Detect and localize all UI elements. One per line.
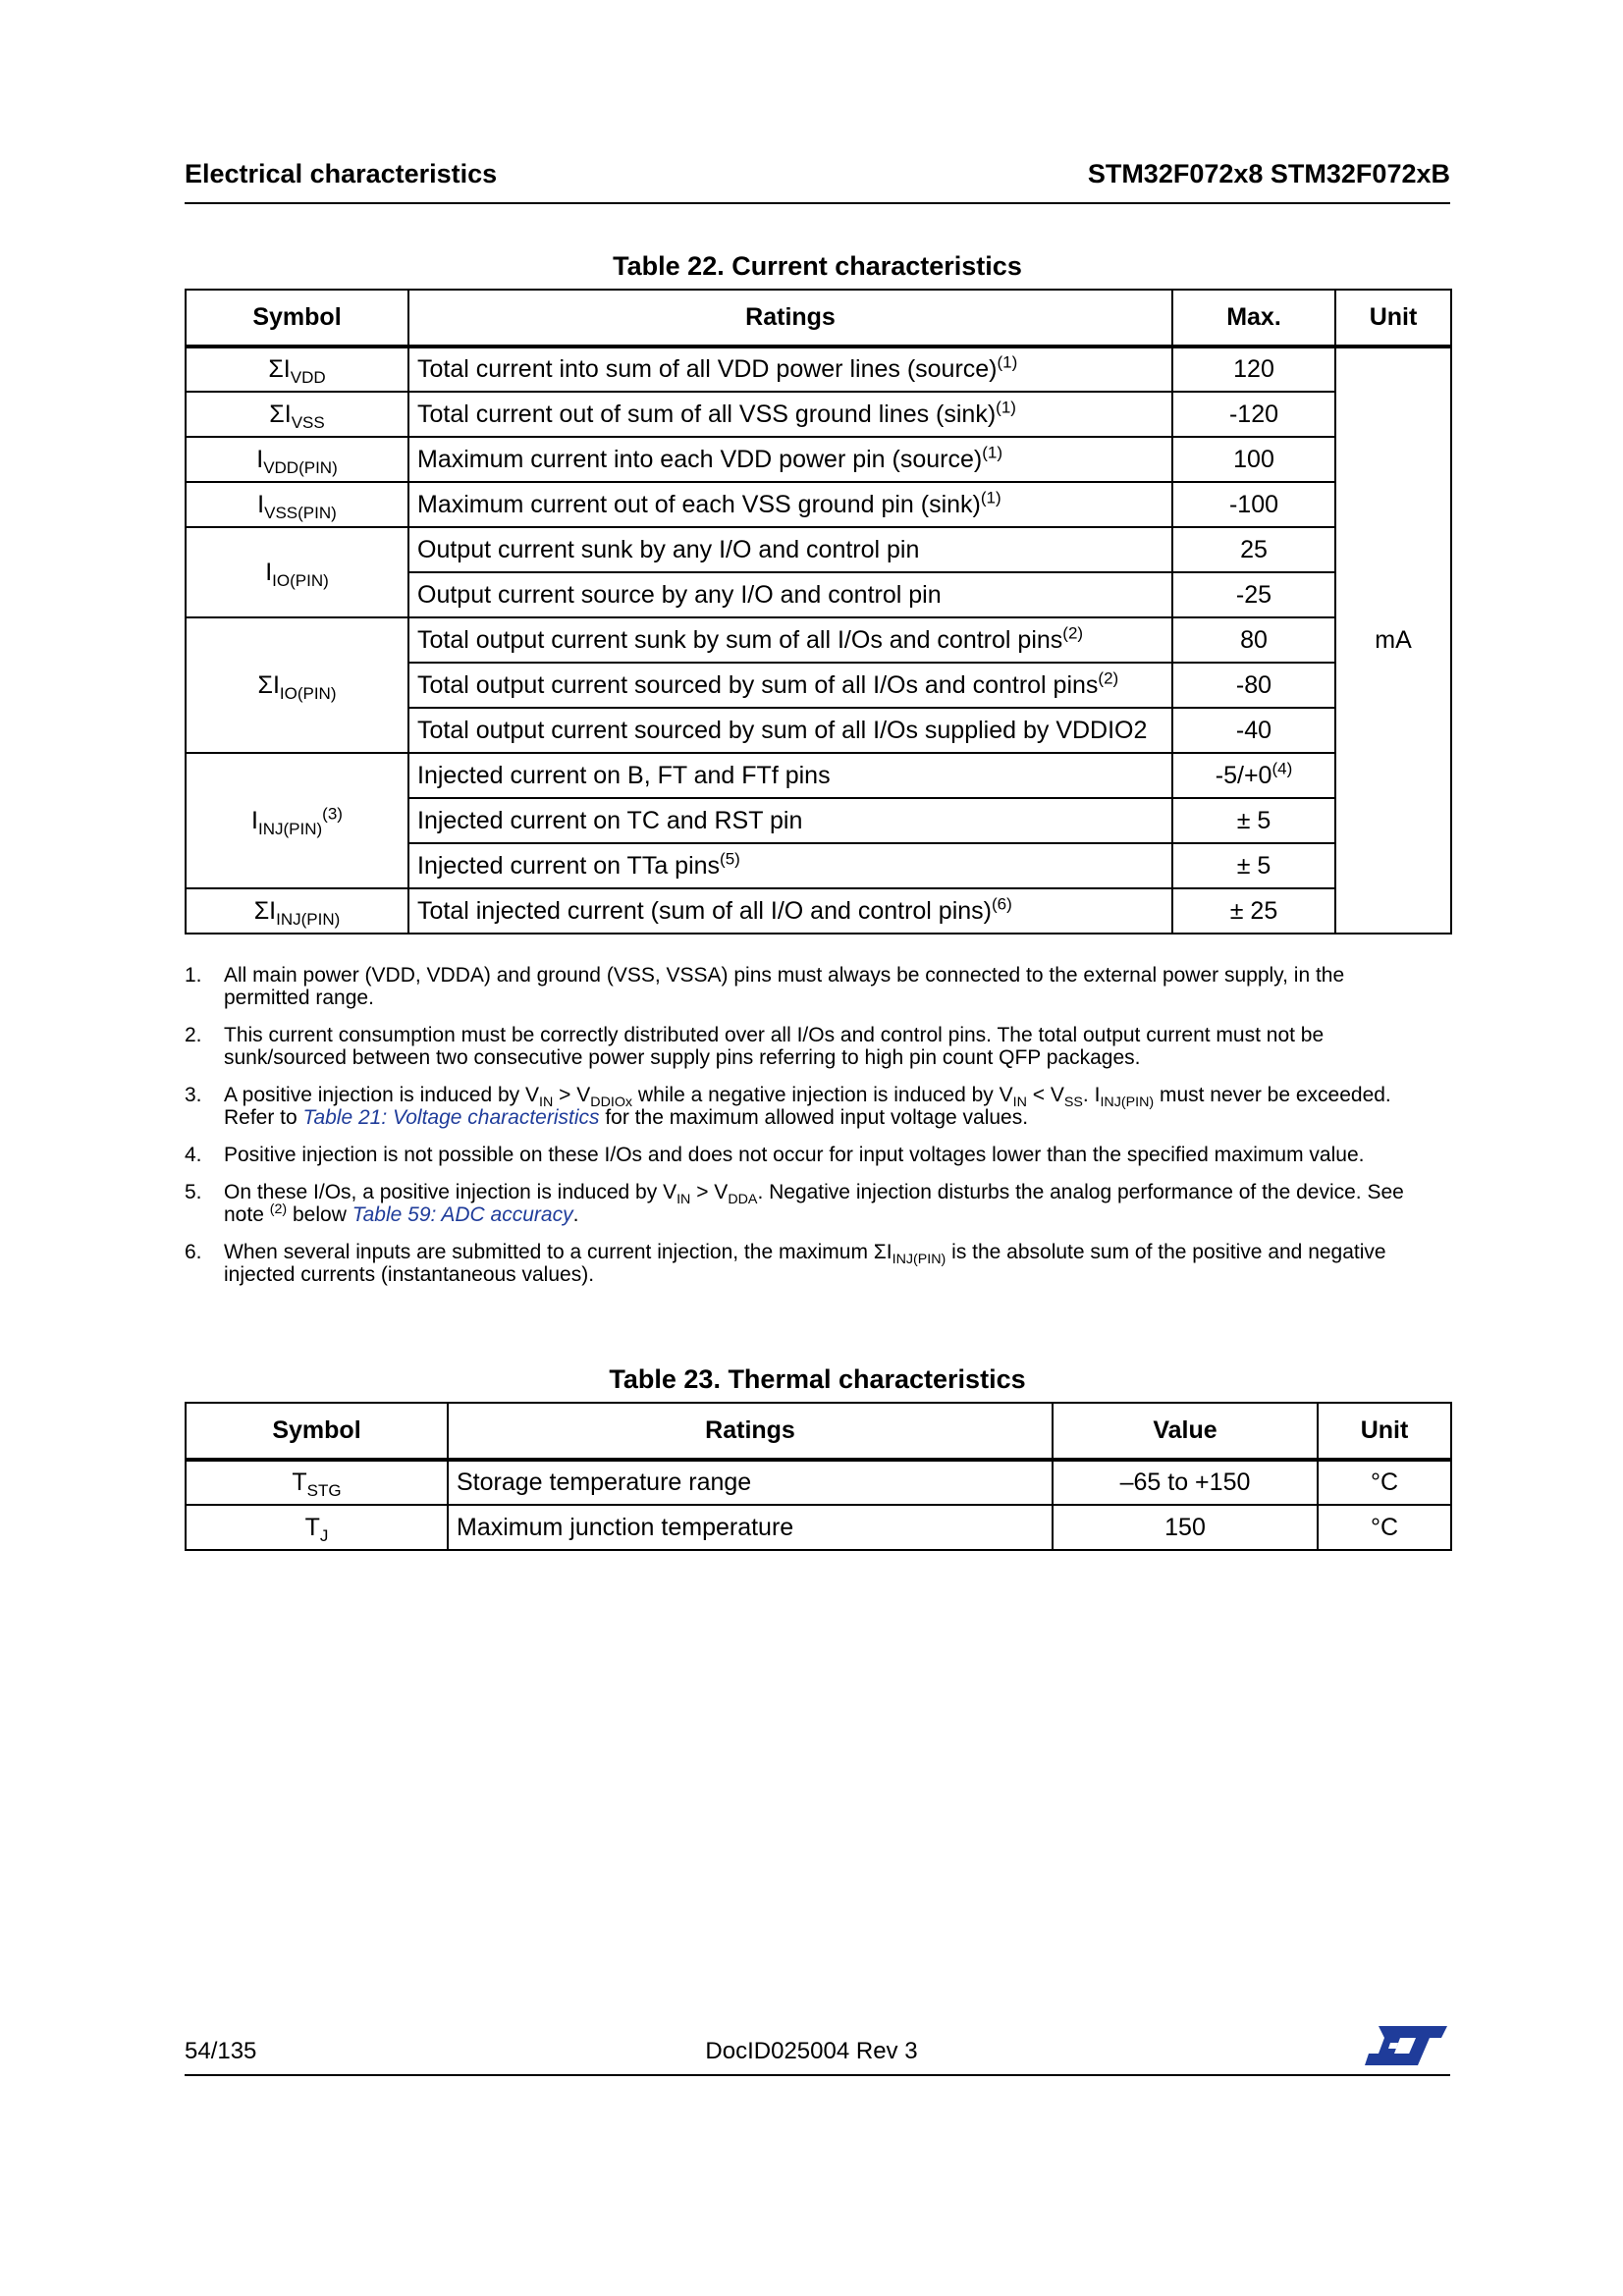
table-row: [186, 1460, 1451, 1505]
rating-cell: Total output current sourced by sum of all I/Os supplied by VDDIO2: [408, 708, 1172, 753]
table22-header-row: [186, 290, 1451, 347]
rating-cell: Maximum junction temperature: [448, 1505, 1053, 1550]
table-row: [186, 527, 1451, 572]
header-rule: [185, 202, 1450, 204]
max-cell: -100: [1172, 482, 1335, 527]
table23-caption: Table 23. Thermal characteristics: [609, 1364, 1026, 1394]
rating-cell: Total output current sourced by sum of all I/Os and control pins$^{(2)}$: [408, 663, 1172, 708]
footnote: 5. On these I/Os, a positive injection is induced by $V_{IN} > V_{DDA}$. Negative injection disturbs the analog performance of the device. See note $^{(2)}$ below Table 59: ADC accuracy.: [185, 1181, 1404, 1226]
max-cell: ± 5: [1172, 798, 1335, 843]
table-row: [186, 1505, 1451, 1550]
col-header-value: Value: [1053, 1403, 1318, 1460]
rating-cell: Maximum current into each VDD power pin (source)$^{(1)}$: [408, 437, 1172, 482]
rating-cell: Total injected current (sum of all I/O and control pins)$^{(6)}$: [408, 888, 1172, 934]
max-cell: 80: [1172, 617, 1335, 663]
max-cell: $-5/+0^{(4)}$: [1172, 753, 1335, 798]
table-row: [186, 482, 1451, 527]
unit-cell: mA: [1335, 347, 1451, 934]
max-cell: ± 25: [1172, 888, 1335, 934]
table-row: [186, 437, 1451, 482]
symbol-cell: $I_{VSS(PIN)}$: [186, 482, 408, 527]
max-cell: ± 5: [1172, 843, 1335, 888]
symbol-cell: $\Sigma I_{VDD}$: [186, 347, 408, 392]
footnote: 1. All main power (VDD, VDDA) and ground (VSS, VSSA) pins must always be connected to the external power supply, in the permitted range.: [185, 964, 1345, 1009]
rating-cell: Injected current on TC and RST pin: [408, 798, 1172, 843]
footnote: 6. When several inputs are submitted to a current injection, the maximum $\Sigma I_{INJ(PIN)}$ is the absolute sum of the positive and negative injected currents (instantaneous values).: [185, 1241, 1386, 1286]
table-row: [186, 753, 1451, 798]
table22-notes: [185, 964, 1422, 1301]
col-header-unit: Unit: [1318, 1403, 1451, 1460]
table22-caption: Table 22. Current characteristics: [613, 251, 1022, 281]
rating-cell: Total output current sunk by sum of all I/Os and control pins$^{(2)}$: [408, 617, 1172, 663]
col-header-unit: Unit: [1335, 290, 1451, 347]
footnote: 2. This current consumption must be correctly distributed over all I/Os and control pins. The total output current must not be sunk/sourced between two consecutive power supply pins referring to high pin count QFP packages.: [185, 1024, 1325, 1069]
symbol-cell: $\Sigma I_{VSS}$: [186, 392, 408, 437]
rating-cell: Injected current on B, FT and FTf pins: [408, 753, 1172, 798]
table-row: [186, 392, 1451, 437]
st-logo-icon: [1365, 2024, 1447, 2067]
symbol-cell: $T_{STG}$: [186, 1460, 448, 1505]
rating-cell: Injected current on TTa pins$^{(5)}$: [408, 843, 1172, 888]
rating-cell: Maximum current out of each VSS ground pin $(\sin k)^{(1)}$: [408, 482, 1172, 527]
table23-header-row: [186, 1403, 1451, 1460]
footnote: 3. A positive injection is induced by $V_{IN} > V_{DDIOx}$ while a negative injection is induced by $V_{IN} < V_{SS}$. $I_{INJ(PIN)}$ must never be exceeded. Refer to Table 21: Voltage characteristics for the maximum allowed input voltage values.: [185, 1084, 1391, 1129]
symbol-cell: $I_{VDD(PIN)}$: [186, 437, 408, 482]
thermal-characteristics-table: [185, 1402, 1452, 1551]
unit-cell: °C: [1318, 1505, 1451, 1550]
col-header-ratings: Ratings: [408, 290, 1172, 347]
unit-cell: °C: [1318, 1460, 1451, 1505]
page-number: 54/135: [185, 2038, 257, 2064]
symbol-cell: $\Sigma I_{IO(PIN)}$: [186, 617, 408, 753]
table-row: [186, 347, 1451, 392]
value-cell: –65 to +150: [1053, 1460, 1318, 1505]
max-cell: -40: [1172, 708, 1335, 753]
rating-cell: Total current out of sum of all VSS ground lines $(\sin k)^{(1)}$: [408, 392, 1172, 437]
table59-link[interactable]: Table 59: ADC accuracy: [352, 1203, 573, 1226]
table21-link[interactable]: Table 21: Voltage characteristics: [302, 1106, 600, 1129]
rating-cell: Output current sunk by any I/O and control pin: [408, 527, 1172, 572]
footer-rule: [185, 2074, 1450, 2076]
max-cell: 25: [1172, 527, 1335, 572]
current-characteristics-table: [185, 289, 1452, 934]
rating-cell: Storage temperature range: [448, 1460, 1053, 1505]
max-cell: 100: [1172, 437, 1335, 482]
symbol-cell: $T_J$: [186, 1505, 448, 1550]
col-header-symbol: Symbol: [186, 290, 408, 347]
rating-cell: Total current into sum of all VDD power lines (source)$^{(1)}$: [408, 347, 1172, 392]
col-header-symbol: Symbol: [186, 1403, 448, 1460]
symbol-cell: $\Sigma I_{INJ(PIN)}$: [186, 888, 408, 934]
header-section-title: Electrical characteristics: [185, 159, 498, 188]
symbol-cell: $I_{INJ(PIN)}^{(3)}$: [186, 753, 408, 888]
header-part-numbers: STM32F072x8 STM32F072xB: [1087, 159, 1450, 188]
footnote: 4. Positive injection is not possible on these I/Os and does not occur for input voltages lower than the specified maximum value.: [185, 1144, 1365, 1166]
symbol-cell: $I_{IO(PIN)}$: [186, 527, 408, 617]
col-header-max: Max.: [1172, 290, 1335, 347]
document-id: DocID025004 Rev 3: [705, 2038, 918, 2064]
rating-cell: Output current source by any I/O and control pin: [408, 572, 1172, 617]
max-cell: -25: [1172, 572, 1335, 617]
table-row: [186, 888, 1451, 934]
max-cell: -80: [1172, 663, 1335, 708]
col-header-ratings: Ratings: [448, 1403, 1053, 1460]
max-cell: -120: [1172, 392, 1335, 437]
max-cell: 120: [1172, 347, 1335, 392]
value-cell: 150: [1053, 1505, 1318, 1550]
table-row: [186, 617, 1451, 663]
